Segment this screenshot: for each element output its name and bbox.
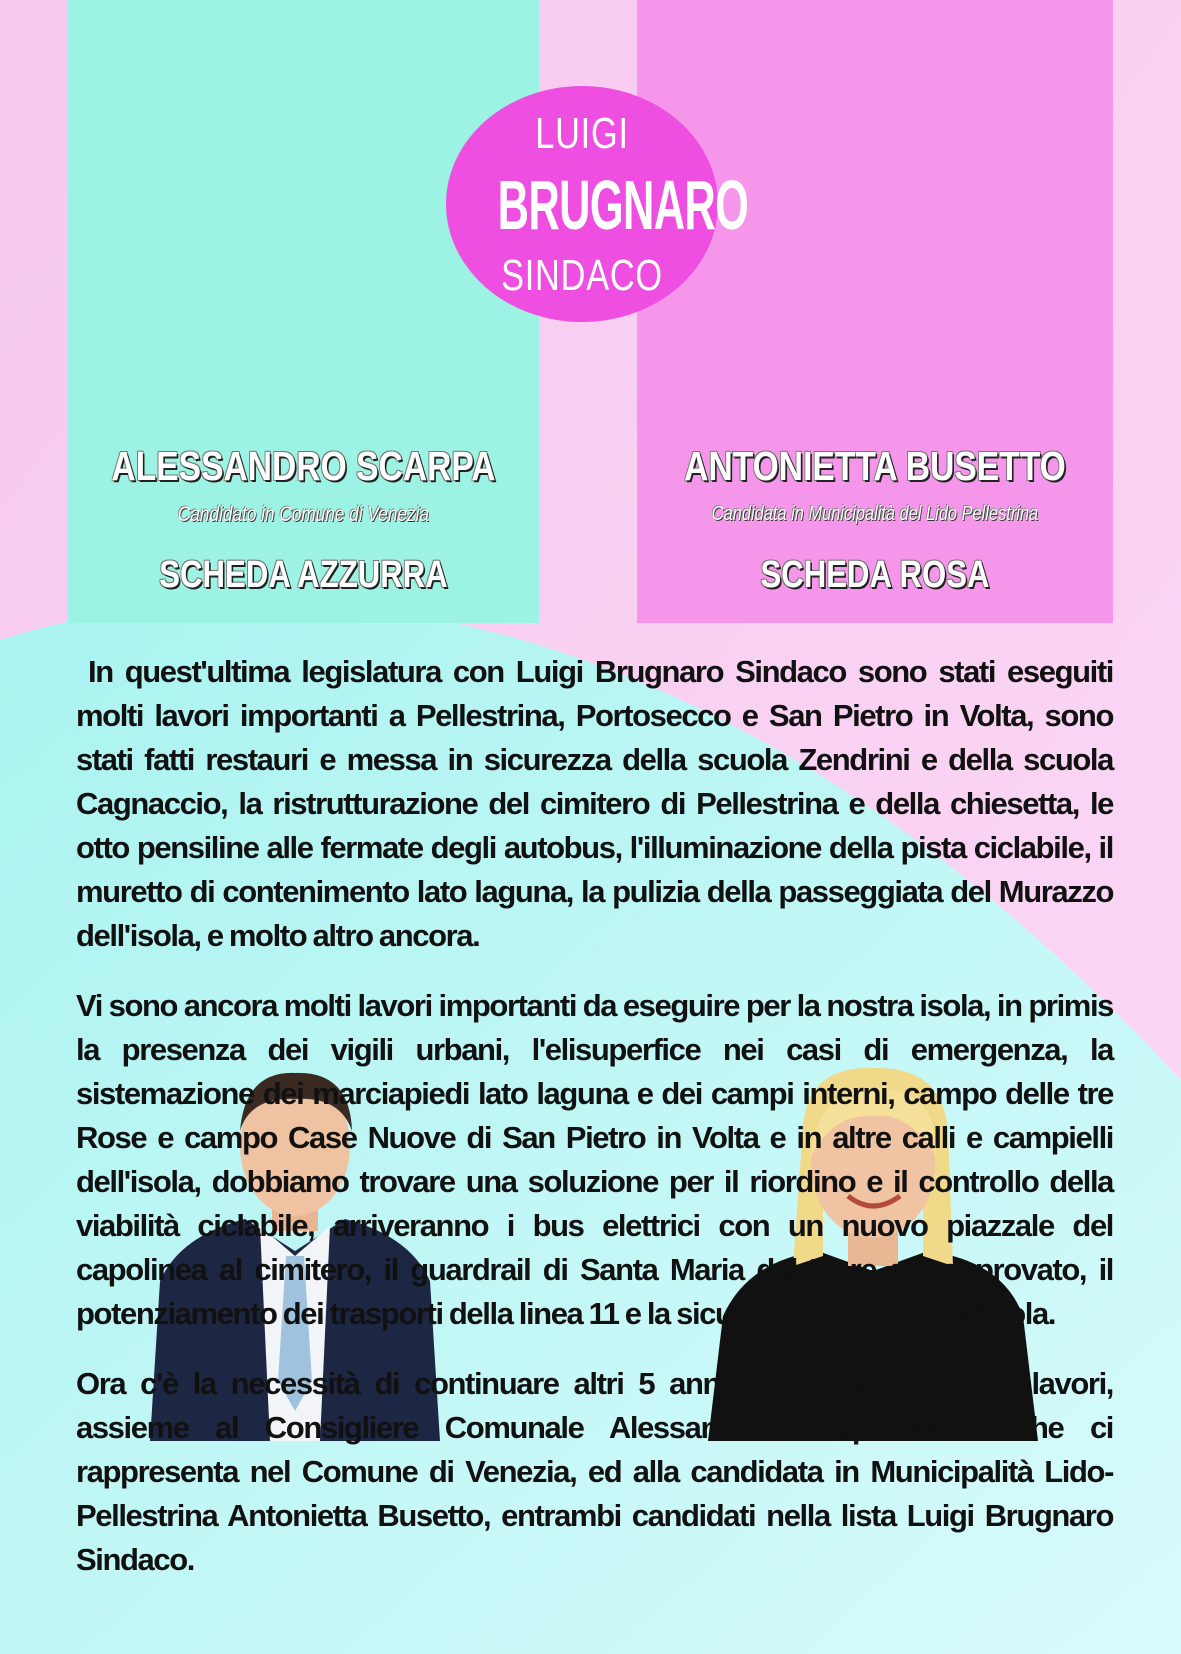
candidate-role: Candidato in Comune di Venezia bbox=[177, 503, 430, 526]
ballot-label: SCHEDA ROSA bbox=[760, 554, 990, 596]
badge-last-name: BRUGNARO bbox=[497, 166, 749, 244]
badge-role: SINDACO bbox=[501, 251, 663, 300]
candidate-name: ANTONIETTA BUSETTO bbox=[684, 443, 1066, 489]
rosa-panel bbox=[637, 0, 1113, 623]
body-text bbox=[76, 650, 1113, 1608]
paragraph-appeal: Ora c'è la necessità di continuare altri 5 anni per portare avanti i lavori, assieme al Consigliere Comunale Alessandro Scarpa Marta che ci rappresenta nel Comune di Venezia, ed alla candidata in Municipalità Lido-Pellestrina Antonietta Busetto, entrambi candidati nella lista Luigi Brugnaro Sindaco. bbox=[76, 1366, 1113, 1577]
candidate-name: ALESSANDRO SCARPA bbox=[111, 443, 496, 489]
candidate-role: Candidata in Municipalità del Lido Pellestrina bbox=[711, 503, 1039, 525]
azzurra-panel bbox=[68, 0, 539, 623]
badge-first-name: LUIGI bbox=[535, 109, 629, 158]
paragraph-future-works: Vi sono ancora molti lavori importanti da eseguire per la nostra isola, in primis la presenza dei vigili urbani, l'elisuperfice nei casi di emergenza, la sistemazione dei marciapiedi lato laguna e dei campi interni, campo delle tre Rose e campo Case Nuove di San Pietro in Volta e in altre calli e campielli dell'isola, dobbiamo trovare una soluzione per il riordino e il controllo della viabilità ciclabile, arriveranno i bus elettrici con un nuovo piazzale del capolinea al cimitero, il guardrail di Santa Maria del Mare già approvato, il potenziamento dei trasporti della linea 11 e la sicurezza idraulica nell'isola. bbox=[76, 988, 1113, 1331]
paragraph-achievements: In quest'ultima legislatura con Luigi Brugnaro Sindaco sono stati eseguiti molti lavori importanti a Pellestrina, Portosecco e San Pietro in Volta, sono stati fatti restauri e messa in sicurezza della scuola Zendrini e della scuola Cagnaccio, la ristrutturazione del cimitero di Pellestrina e della chiesetta, le otto pensiline alle fermate degli autobus, l'illuminazione della pista ciclabile, il muretto di contenimento lato laguna, la pulizia della passeggiata del Murazzo dell'isola, e molto altro ancora. bbox=[76, 654, 1113, 953]
mayor-badge bbox=[446, 86, 749, 322]
ballot-label: SCHEDA AZZURRA bbox=[159, 554, 448, 596]
